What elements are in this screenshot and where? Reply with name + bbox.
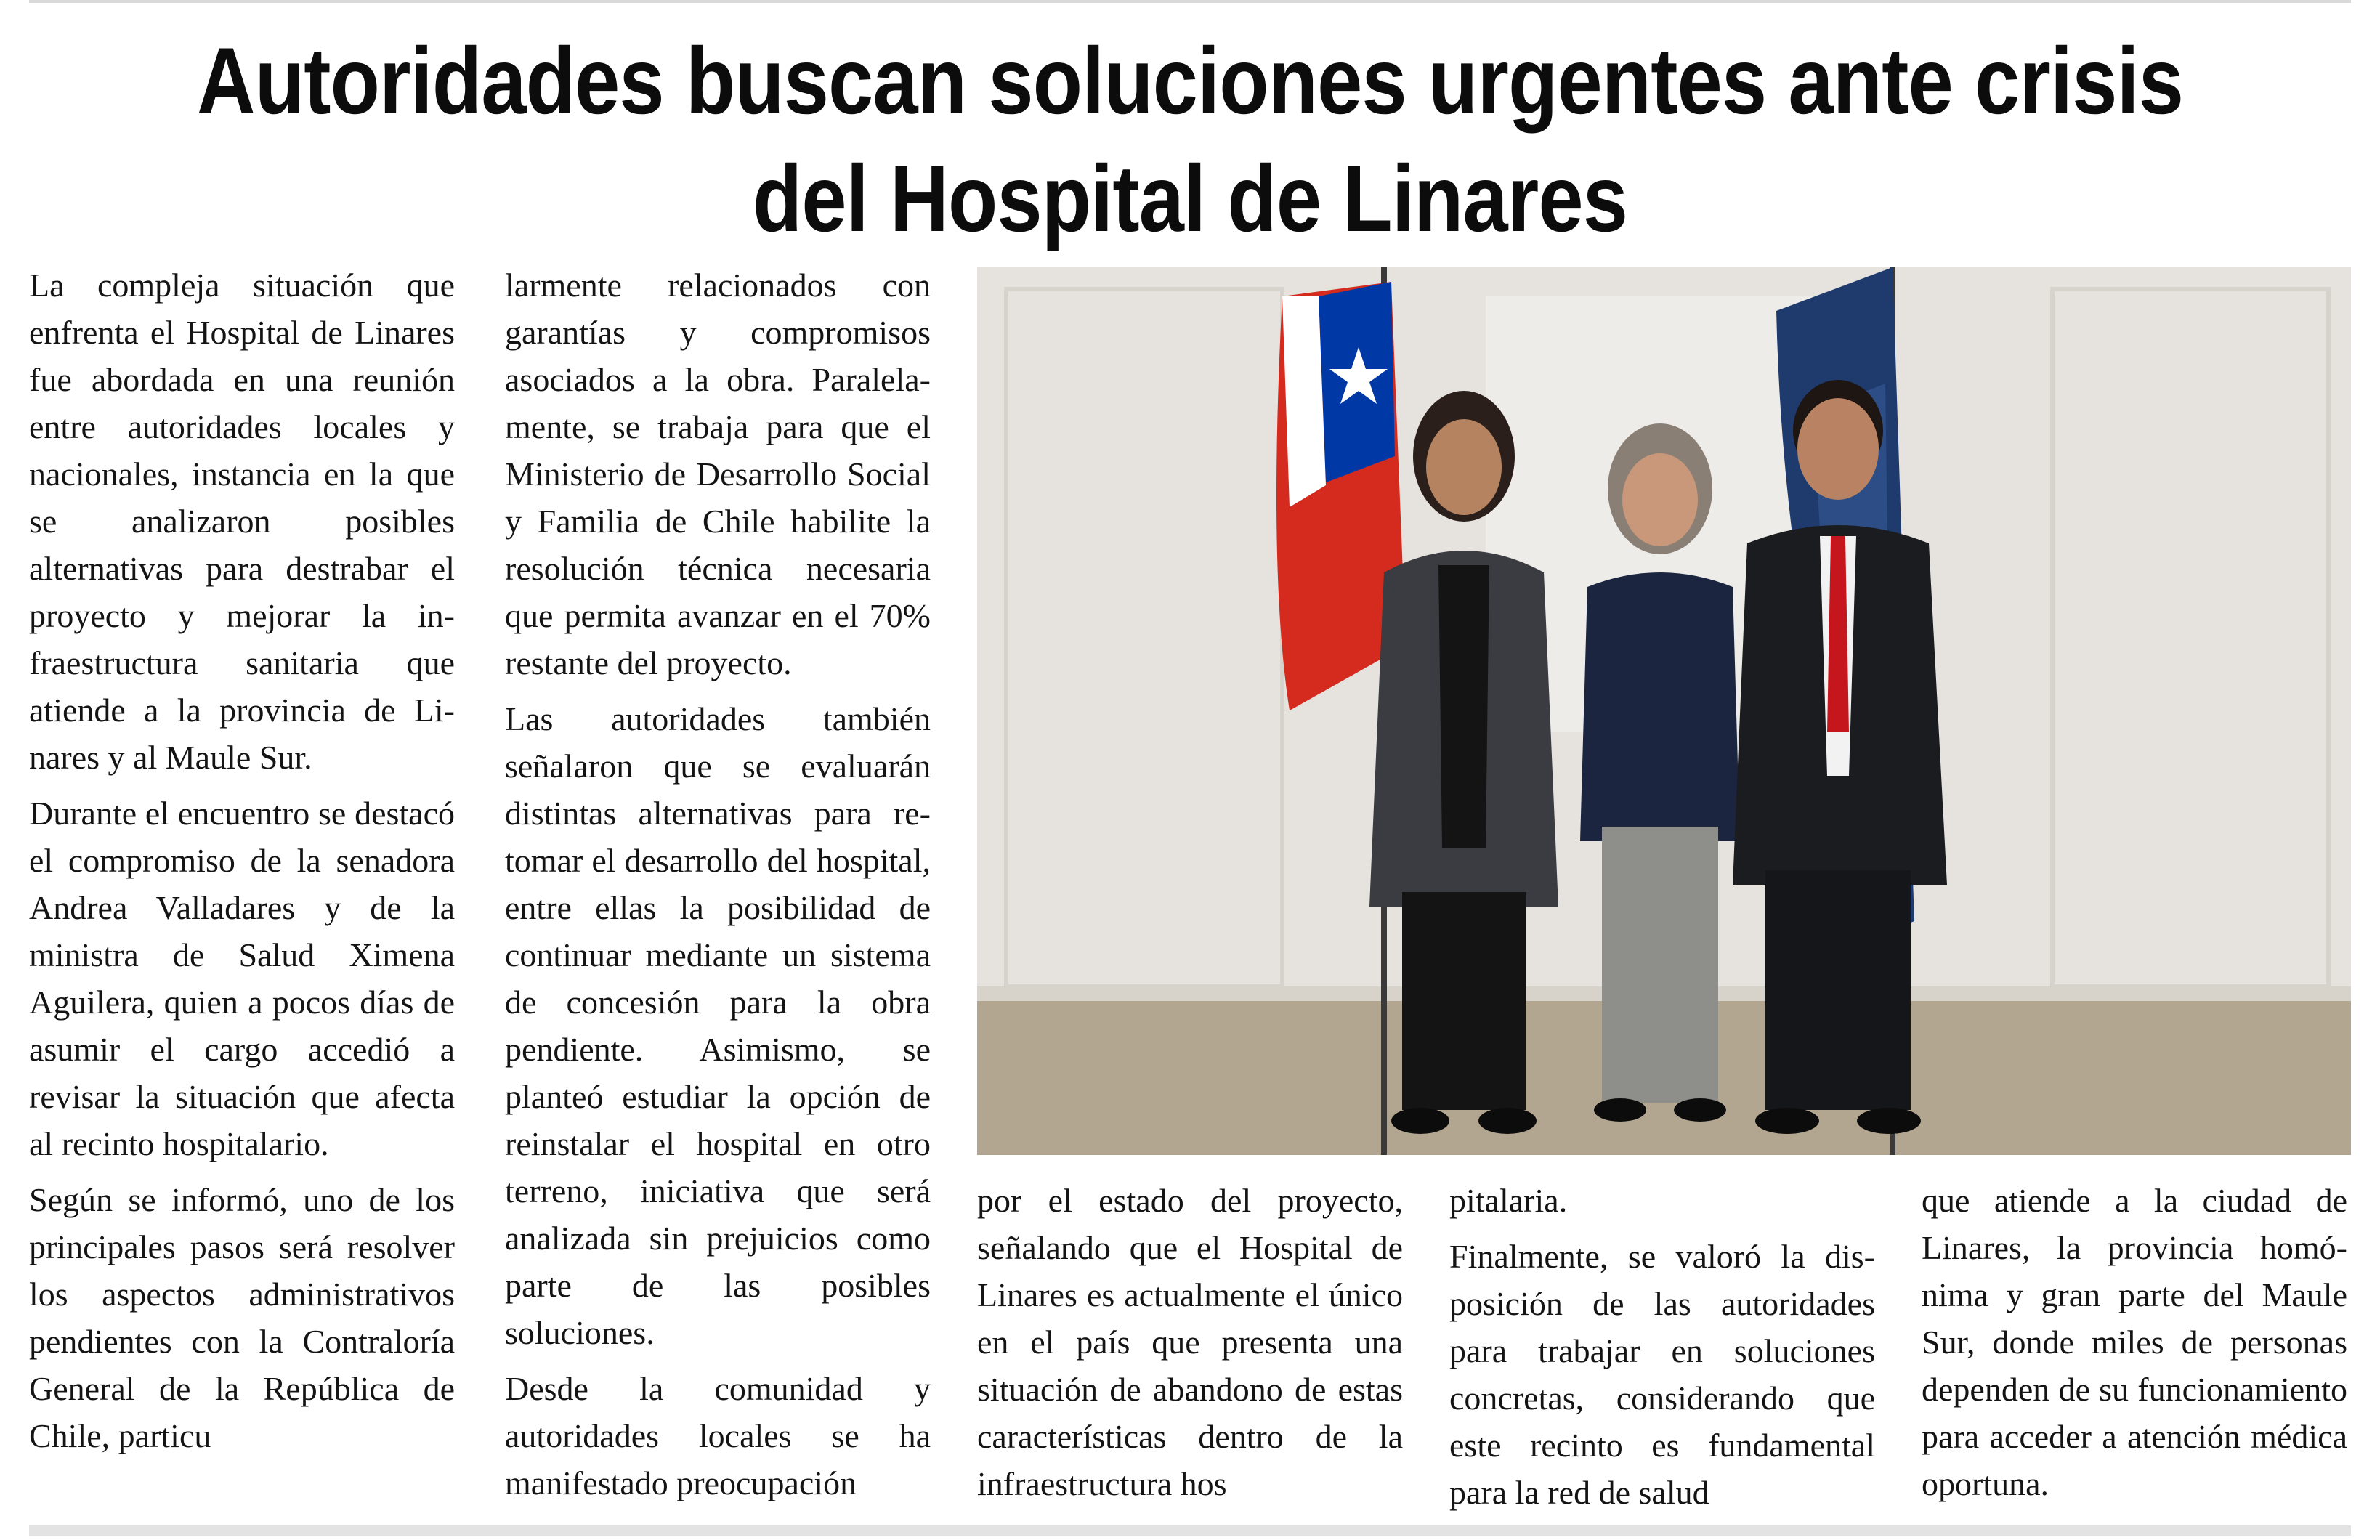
article-paragraph: Según se informó, uno de los principales pasos será resolver los aspectos administrativos pendientes con la Contraloría General de la República de Chile, particu xyxy=(29,1181,455,1454)
article-photo xyxy=(977,267,2351,1155)
article-paragraph: Las autoridades también señalaron que se evaluarán distintas alternativas para retomar el desarrollo del hospital, entre ellas la posibilidad de continuar mediante un sistema de concesión para la obra pendiente. Asimismo, se planteó estudiar la opción de reinstalar el hospital en otro terreno, iniciativa que será analizada sin prejuicios como parte de las posibles soluciones. xyxy=(505,700,931,1351)
article-paragraph: por el estado del proyecto, señalando que el Hospital de Linares es actualmente el único en el país que presenta una situación de abandono de estas características dentro de la infraestructura hos xyxy=(977,1182,1403,1502)
top-rule xyxy=(29,0,2351,3)
article-paragraph: Finalmente, se valoró la disposición de las autoridades para trabajar en soluciones concretas, considerando que este recinto es fundamental para la red de salud xyxy=(1449,1238,1875,1511)
article-paragraph: pitalaria. xyxy=(1449,1182,1568,1219)
article-paragraph: larmente relacionados con garantías y compromisos asociados a la obra. Paralelamente, se trabaja para que el Ministerio de Desarrollo Social y Familia de Chile habilite la resolución técnica necesaria que permita avanzar en el 70% restante del proyecto. xyxy=(505,267,931,681)
article-column-3 xyxy=(977,1177,1403,1516)
photo-illustration xyxy=(977,267,2351,1155)
article-column-5 xyxy=(1922,1177,2347,1516)
article-headline: Autoridades buscan soluciones urgentes ante crisis del Hospital de Linares xyxy=(196,28,2184,251)
bottom-rule xyxy=(29,1525,2351,1536)
article-paragraph: Durante el encuentro se destacó el compromiso de la senadora Andrea Valladares y de la ministra de Salud Ximena Aguilera, quien a pocos días de asumir el cargo accedió a revisar la situación que afecta al recinto hospitalario. xyxy=(29,795,455,1162)
article-column-4 xyxy=(1449,1177,1875,1525)
article-paragraph: La compleja situación que enfrenta el Hospital de Linares fue abordada en una reunión entre autoridades locales y nacionales, instancia en la que se analizaron posibles alternativas para destrabar el proyecto y mejorar la infraestructura sanitaria que atiende a la provincia de Linares y al Maule Sur. xyxy=(29,267,455,776)
article-paragraph: Desde la comunidad y autoridades locales se ha manifestado preocupación xyxy=(505,1370,931,1502)
article-paragraph: que atiende a la ciudad de Linares, la provincia homónima y gran parte del Maule Sur, donde miles de personas dependen de su funcionamiento para acceder a atención médica oportuna. xyxy=(1922,1182,2347,1502)
article-column-1 xyxy=(29,262,455,1468)
article-column-2 xyxy=(505,262,931,1515)
